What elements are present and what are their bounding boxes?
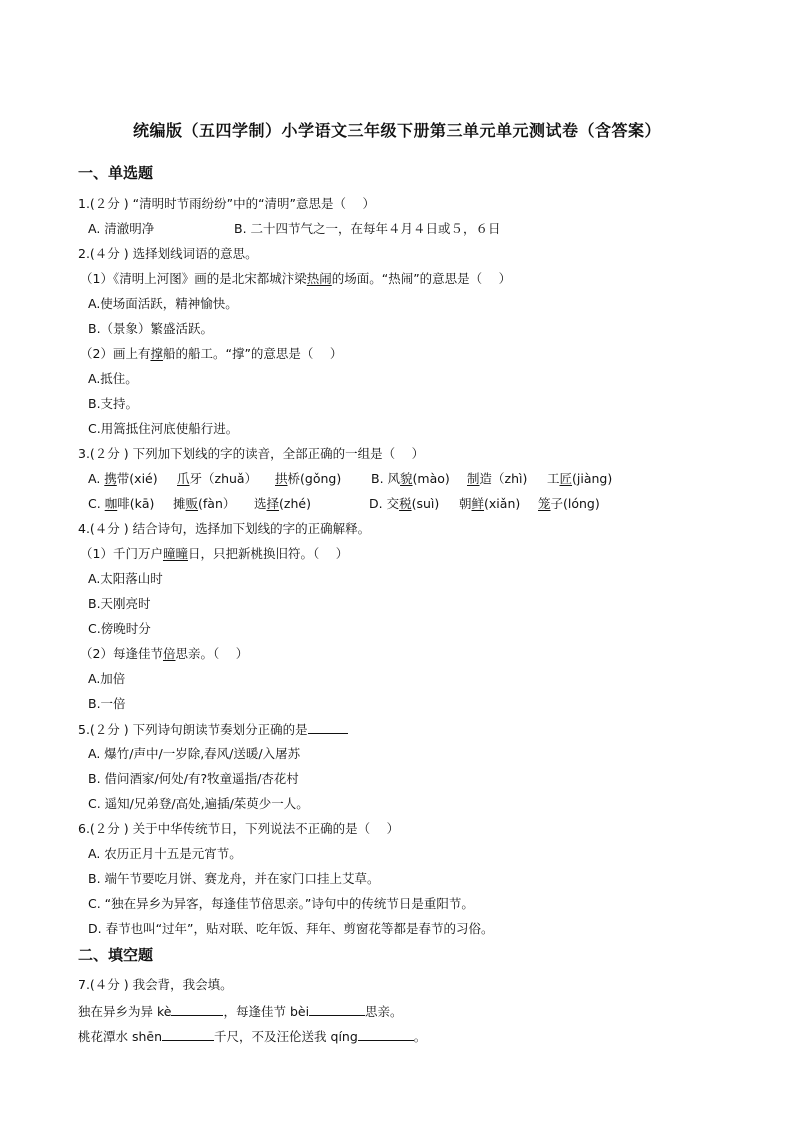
question-7-line-1: 独在异乡为异 kè ，每逢佳节 bèi 思亲。 bbox=[78, 1004, 403, 1019]
question-4-sub-2-option-b: B.一倍 bbox=[88, 696, 126, 711]
question-7-line-2: 桃花潭水 shēn 千尺，不及汪伦送我 qíng 。 bbox=[78, 1029, 427, 1044]
question-3-option-c-item: 摊贩(fàn） bbox=[173, 496, 236, 511]
section-heading-fill-in: 二、填空题 bbox=[78, 946, 154, 964]
question-3-stem: 3.(２分 ) 下列加下划线的字的读音，全部正确的一组是（ ） bbox=[78, 446, 425, 461]
question-2-stem: 2.(４分 ) 选择划线词语的意思。 bbox=[78, 246, 258, 261]
question-2-sub-1: （1）《清明上河图》画的是北宋都城汴梁热闹的场面。“热闹”的意思是（ ） bbox=[80, 271, 512, 286]
answer-blank[interactable] bbox=[162, 1028, 214, 1041]
question-2-sub-1-option-b: B.（景象）繁盛活跃。 bbox=[88, 321, 214, 336]
question-2-sub-1-option-a: A.使场面活跃，精神愉快。 bbox=[88, 296, 238, 311]
page-title: 统编版（五四学制）小学语文三年级下册第三单元单元测试卷（含答案） bbox=[132, 121, 661, 140]
question-4-sub-1-option-c: C.傍晚时分 bbox=[88, 621, 151, 636]
question-3-option-c-item: 选择(zhé) bbox=[254, 496, 311, 511]
question-2-sub-2-option-b: B.支持。 bbox=[88, 396, 139, 411]
question-4-stem: 4.(４分 ) 结合诗句，选择加下划线的字的正确解释。 bbox=[78, 521, 371, 536]
question-2-sub-2: （2）画上有撑船的船工。“撑”的意思是（ ） bbox=[80, 346, 343, 361]
answer-blank[interactable] bbox=[309, 1003, 365, 1016]
question-5-stem: 5.(２分 ) 下列诗句朗读节奏划分正确的是 bbox=[78, 721, 348, 738]
section-heading-single-choice: 一、单选题 bbox=[78, 164, 154, 182]
question-3-option-d-item: 笼子(lóng) bbox=[538, 496, 600, 511]
question-3-option-b-item: B. 风貌(mào) bbox=[371, 471, 450, 486]
answer-blank[interactable] bbox=[358, 1028, 414, 1041]
question-1-stem: 1.(２分 ) “清明时节雨纷纷”中的“清明”意思是（ ） bbox=[78, 196, 376, 211]
answer-blank[interactable] bbox=[171, 1003, 223, 1016]
question-3-option-d-item: D. 交税(suì) bbox=[369, 496, 440, 511]
question-2-sub-2-option-c: C.用篙抵住河底使船行进。 bbox=[88, 421, 239, 436]
question-4-sub-1: （1）千门万户曈曈日，只把新桃换旧符。（ ） bbox=[80, 546, 349, 561]
question-3-option-a-item: 爪牙（zhuǎ） bbox=[177, 471, 258, 486]
question-3-option-a-item: A. 携带(xié) bbox=[88, 471, 158, 486]
question-1-option-a: A. 清澈明净 bbox=[88, 221, 155, 236]
question-2-sub-2-option-a: A.抵住。 bbox=[88, 371, 138, 386]
question-1-option-b: B. 二十四节气之一，在每年４月４日或５，６日 bbox=[234, 221, 501, 236]
question-6-option-b: B. 端午节要吃月饼、赛龙舟，并在家门口挂上艾草。 bbox=[88, 871, 380, 886]
question-4-sub-2-option-a: A.加倍 bbox=[88, 671, 126, 686]
question-6-option-d: D. 春节也叫“过年”，贴对联、吃年饭、拜年、剪窗花等都是春节的习俗。 bbox=[88, 921, 494, 936]
question-5-option-a: A. 爆竹/声中/一岁除,春风/送暖/入屠苏 bbox=[88, 746, 301, 761]
question-4-sub-1-option-b: B.天刚亮时 bbox=[88, 596, 151, 611]
question-5-option-c: C. 遥知/兄弟登/高处,遍插/茱萸少一人。 bbox=[88, 796, 309, 811]
question-4-sub-2: （2）每逢佳节倍思亲。（ ） bbox=[80, 646, 249, 661]
question-6-option-a: A. 农历正月十五是元宵节。 bbox=[88, 846, 242, 861]
question-3-option-a-item: 拱桥(gǒng) bbox=[275, 471, 342, 486]
answer-blank[interactable] bbox=[308, 721, 348, 734]
question-3-option-b-item: 工匠(jiàng) bbox=[547, 471, 613, 486]
question-3-option-c-item: C. 咖啡(kā) bbox=[88, 496, 155, 511]
question-3-option-b-item: 制造（zhì) bbox=[467, 471, 528, 486]
question-3-option-d-item: 朝鲜(xiǎn) bbox=[459, 496, 521, 511]
question-6-stem: 6.(２分 ) 关于中华传统节日，下列说法不正确的是（ ） bbox=[78, 821, 400, 836]
question-6-option-c: C. “独在异乡为异客，每逢佳节倍思亲。”诗句中的传统节日是重阳节。 bbox=[88, 896, 474, 911]
question-4-sub-1-option-a: A.太阳落山时 bbox=[88, 571, 163, 586]
question-7-stem: 7.(４分 ) 我会背，我会填。 bbox=[78, 977, 233, 992]
question-5-option-b: B. 借问酒家/何处/有?牧童遥指/杏花村 bbox=[88, 771, 299, 786]
